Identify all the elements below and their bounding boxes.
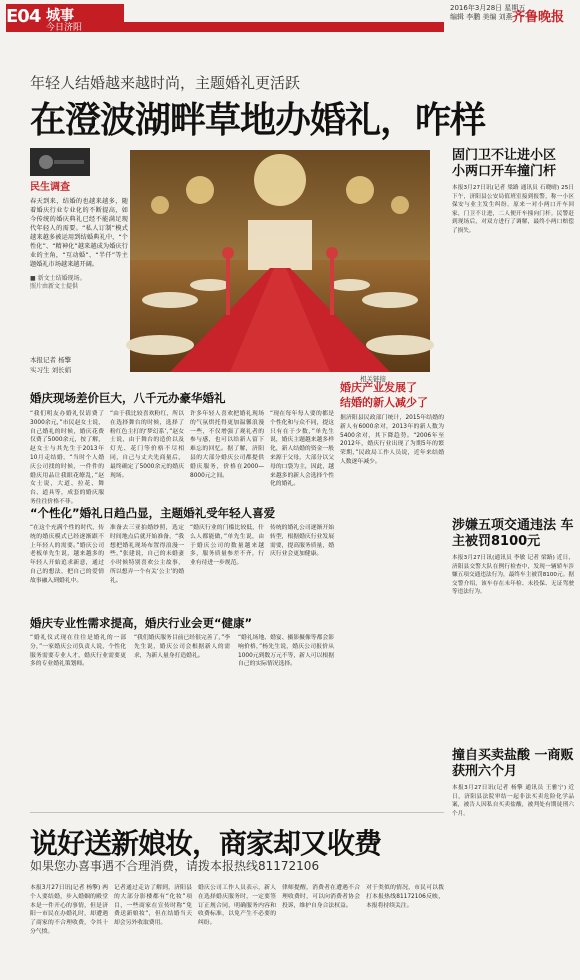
article-column-2: “由于我比较喜欢粉红，所以在选择舞台的时候，选择了粉红色主打的‘梦幻系’，”赵女士说，由于舞台的造价以及灯光、花门等价格不尽相同，自己与丈夫先商量后，最终确定了5000余元的婚庆现场。 [110,411,184,479]
photo-credit: ■ 新文士结婚现场。 照片由新文士提供 [30,275,86,290]
date-line-1: 2016年3月28日 星期五 [450,4,526,12]
right-headline-3: 撞自买卖盐酸 一商贩获刑六个月 [452,748,574,779]
section-subtitle: 今日济阳 [46,23,83,33]
subhead-3: 婚庆专业性需求提高，婚庆行业会更“健康” [30,616,253,630]
section-title: 城事 [46,8,74,24]
survey-text: 春天到来，结婚的也越来越多，随着婚庆行业专业化的不断提高，如今传统的婚庆典礼已经不能满足现代年轻人的需要。“私人订制”模式越来越多被运用到结婚典礼中，“个性化”、“精神化”越来越成为婚庆行业的主角，“互动婚”、“半仟”等主题婚礼市场越来越开阔。 [30,198,128,268]
related-headline: 婚庆产业发展了 结婚的新人减少了 [340,381,428,409]
header-bar [124,22,444,32]
date-line-2: 编辑 李鹏 美编 刘燕 [450,13,513,21]
section-banner [6,4,124,32]
main-kicker: 年轻人结婚越来越时尚，主题婚礼更活跃 [30,74,301,92]
bottom-column-5: 对于类似的情况，市民可以拨打本报热线81172106反映，本报将持续关注。 [366,885,444,909]
article-column-1: “我们明友办婚礼仅请费了3000余元，”市民赵女士说，自己婚礼的时候，婚庆花费仅费了5000余元，按了解，赵女士与其先生于2013年10月走结婚，“当时个人婚庆公司找的时候，一件件的婚庆用品让我眼花缭乱，”赵女士说，大道、拉花、舞台、道具等，成套的婚庆服务往往价格不菲。 [30,411,104,505]
article-column-10: “我们婚庆服务目前已经很完善了，”李先生说，婚庆公司会根据新人的需求，为新人量身打造婚礼。 [134,635,230,659]
page-header [0,0,580,38]
right-text-3: 本报3月27日讯(记者 杨擎 通讯员 王雅宁) 近日，济阳县法院审结一起非法买卖危险化学品案，被告人因私自买卖盐酸，被判处有期徒刑六个月。 [452,785,574,817]
related-box [340,380,444,606]
related-link-label: 相关链接 [360,375,386,383]
article-column-3: 许多年轻人喜欢把婚礼现场的气氛烘托得更加温馨浪漫一些，不仅增强了观礼者的参与感，也可以给新人留下难忘的回忆。据了解，济阳县的大部分婚庆公司都提供婚庆服务，价格在2000—8000元之间。 [190,411,264,479]
wedding-hall-photo [130,150,430,372]
article-column-5: “在这个充满个性的时代，传统的婚庆模式已经逐渐跟不上年轻人的需要。”婚庆公司老板单先生说，越来越多的年轻人开始追求新意，通过自己的想法，把自己的爱情故事融入到婚礼中。 [30,525,104,584]
bottom-column-4: 律师提醒，消费者在遭遇不合理收费时，可以向消费者协会投诉，维护自身合法权益。 [282,885,360,909]
subhead-1: 婚庆现场差价巨大，八千元办豪华婚礼 [30,391,226,405]
reporter-credit: 本报记者 杨擎 实习生 刘长娟 [30,356,72,374]
related-text: 据济阳县民政部门统计，2015年结婚的新人有6000余对，2013年的新人数为5400余对，其下降趋势。“2006年至2012年，婚庆行业出现了为期5年的繁荣期，”民政局工作人员说，近年来结婚人数逐年减少。 [340,415,444,465]
right-headline-2: 涉嫌五项交通违法 车主被罚8100元 [452,518,574,549]
page-number: E04 [6,6,41,27]
article-column-11: “婚礼场地、婚宴、摄影摄像等都会影响价格，”杨先生说，婚庆公司报价从1000元到数万元不等，新人可以根据自己的实际情况选择。 [238,635,334,668]
right-headline-1: 固门卫不让进小区 小两口开车撞门杆 [452,148,557,179]
survey-sidebar [30,148,128,348]
survey-thumbnail [30,148,90,176]
bottom-column-3: 婚庆公司工作人员表示，新人在选择婚庆服务时，一定要签订正规合同，明确服务内容和收费标准，以免产生不必要的纠纷。 [198,885,276,927]
article-column-8: 传统的婚礼公司逐渐开始转型，根据婚庆行业发展需要，提高服务质量，婚庆行业会更加健康。 [270,525,334,558]
article-column-9: “婚礼仪式现在往往是婚礼的一部分，”一家婚庆公司负责人说，个性化服务需要专业人才，婚庆行业需要更多的专业婚礼策划师。 [30,635,126,668]
right-text-2: 本报3月27日讯(通讯员 李敏 记者 梁路) 近日，济阳县交警大队在例行检查中，发现一辆轿车涉嫌五项交通违法行为，最终车主被罚8100元。据交警介绍，该车存在未年检、未投保、无证驾驶等违法行为。 [452,555,574,596]
right-text-1: 本报3月27日讯(记者 梁路 通讯员 石晓晴) 25日下午，济阳县公安局值班室接到报警，称一小区保安与业主发生纠纷。原来一对小两口开车回家，门卫不让进，二人便开车撞向门杆。民警赶到现场后，对双方进行了调解，最终小两口赔偿了损失。 [452,185,574,234]
bottom-subheadline: 如果您办喜事遇不合理消费，请拨本报热线81172106 [30,859,320,873]
bottom-headline: 说好送新娘妆，商家却又收费 [30,827,382,860]
section-divider [30,812,444,813]
main-headline: 在澄波湖畔草地办婚礼，咋样 [30,100,486,141]
wedding-hall-illustration [130,150,430,372]
survey-label: 民生调查 [30,182,70,193]
newspaper-logo: 齐鲁晚报 [512,10,565,25]
article-column-4: “现在每年每人要的都是个性化和与众不同，提这只有在于少数，”单先生说，婚庆主题越来越多样化，新人结婚的资金一般来源于父母，大部分以父母的口袋为主，因此，越来越多的新人会选择个性化的婚礼。 [270,411,334,488]
bottom-column-2: 记者通过走访了解到，济阳县的大部分影楼都有“化妆”项目，一些商家在宣传时称“免费送新娘妆”，但在结婚当天却会另外收取费用。 [114,885,192,927]
article-column-6: 准备去三亚拍婚纱照，选定时间地点后就开始准备，“我想把婚礼现场布置得浪漫一些，”张建说，自己的未婚妻小时候特别喜欢公主故事，所以想弄一个有关‘公主’的婚礼。 [110,525,184,584]
article-column-7: “婚庆行业的门槛比较低，什么人都能做，”单先生说，由于婚庆公司的数量越来越多，服务质量参差不齐，行业有待进一步规范。 [190,525,264,567]
bottom-column-1: 本报3月27日讯(记者 杨擎) 两个人要结婚，步入婚姻的殿堂本是一件开心的事情，但是济阳一市民在办婚礼时，却遭遇了商家的不合理收费，令其十分气愤。 [30,885,108,935]
microphone-icon [30,148,90,176]
right-column [452,148,574,904]
subhead-2: “个性化”婚礼日趋凸显，主题婚礼受年轻人喜爱 [30,506,276,520]
